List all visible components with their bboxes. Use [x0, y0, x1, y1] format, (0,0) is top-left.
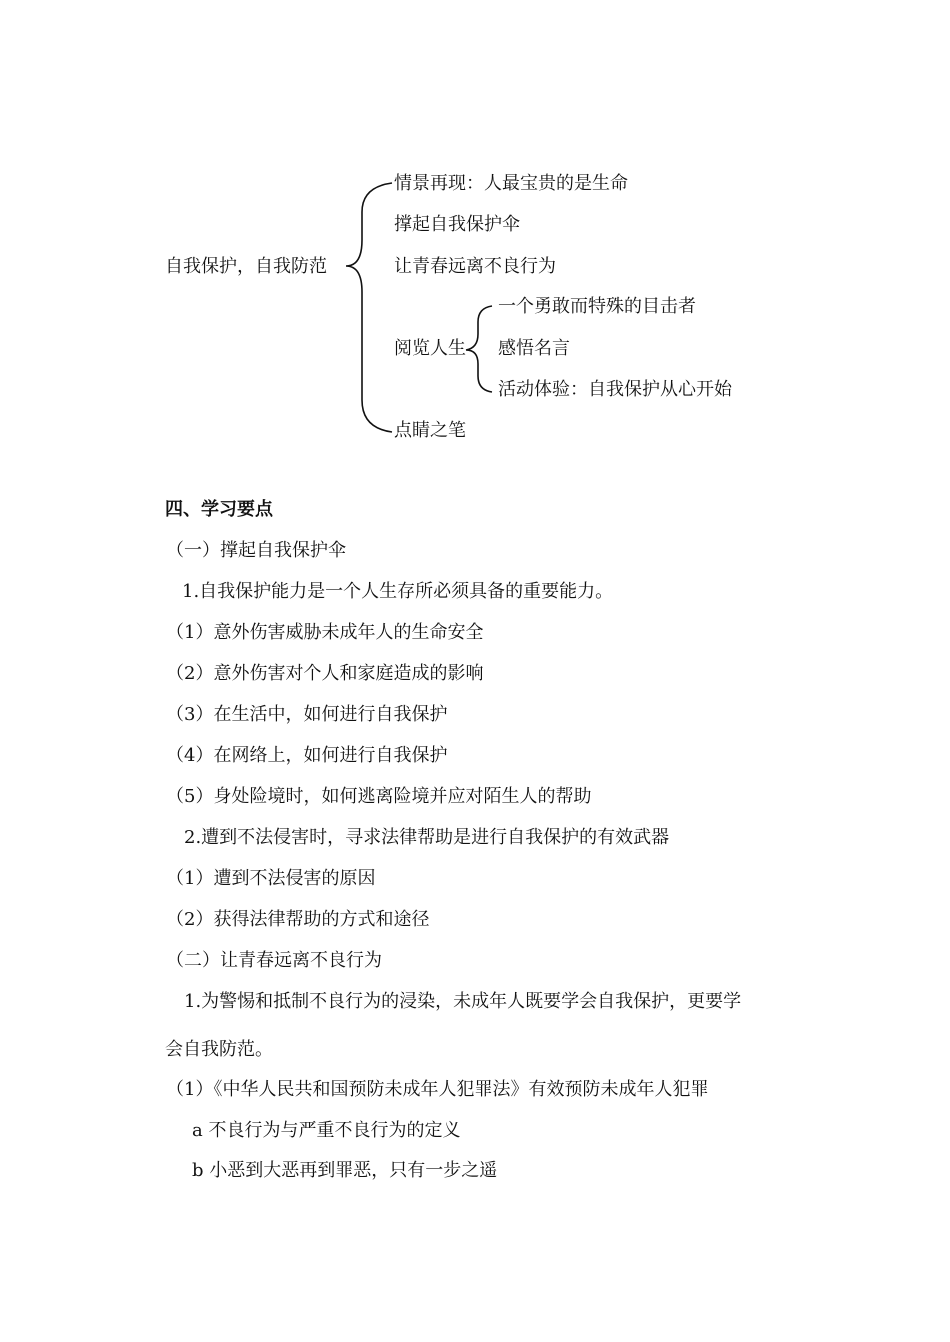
mindmap-sub-witness: 一个勇敢而特殊的目击者	[498, 296, 696, 317]
mindmap-sub-activity: 活动体验：自我保护从心开始	[498, 379, 732, 400]
outline-line: （2）意外伤害对个人和家庭造成的影响	[166, 663, 484, 684]
mindmap-sub-quotes: 感悟名言	[498, 338, 570, 359]
outline-line: （一）撑起自我保护伞	[166, 540, 346, 561]
outline-line: （3）在生活中，如何进行自我保护	[166, 704, 448, 725]
outline-line: （1）《中华人民共和国预防未成年人犯罪法》有效预防未成年人犯罪	[166, 1079, 709, 1100]
outline-line: 1.为警惕和抵制不良行为的浸染，未成年人既要学会自我保护，更要学	[184, 991, 742, 1012]
mindmap-branch-scene: 情景再现：人最宝贵的是生命	[394, 173, 628, 194]
mindmap-branch-finale: 点睛之笔	[394, 420, 466, 441]
outline-line: （4）在网络上，如何进行自我保护	[166, 745, 448, 766]
outline-line: b 小恶到大恶再到罪恶，只有一步之遥	[192, 1160, 498, 1181]
mindmap-branch-umbrella: 撑起自我保护伞	[394, 214, 520, 235]
section-heading: 四、学习要点	[165, 499, 273, 520]
outline-line: （二）让青春远离不良行为	[166, 950, 382, 971]
mindmap-root: 自我保护，自我防范	[165, 256, 327, 277]
outline-line: （1）意外伤害威胁未成年人的生命安全	[166, 622, 484, 643]
outline-line: 会自我防范。	[165, 1039, 273, 1060]
outline-line: 1.自我保护能力是一个人生存所必须具备的重要能力。	[182, 581, 614, 602]
outline-line: 2.遭到不法侵害时，寻求法律帮助是进行自我保护的有效武器	[184, 827, 670, 848]
outline-line: a 不良行为与严重不良行为的定义	[192, 1120, 461, 1141]
outline-line: （1）遭到不法侵害的原因	[166, 868, 376, 889]
mindmap-branch-youth: 让青春远离不良行为	[394, 256, 556, 277]
outline-line: （2）获得法律帮助的方式和途径	[166, 909, 430, 930]
mindmap-branch-life: 阅览人生	[394, 338, 466, 359]
outline-line: （5）身处险境时，如何逃离险境并应对陌生人的帮助	[166, 786, 592, 807]
